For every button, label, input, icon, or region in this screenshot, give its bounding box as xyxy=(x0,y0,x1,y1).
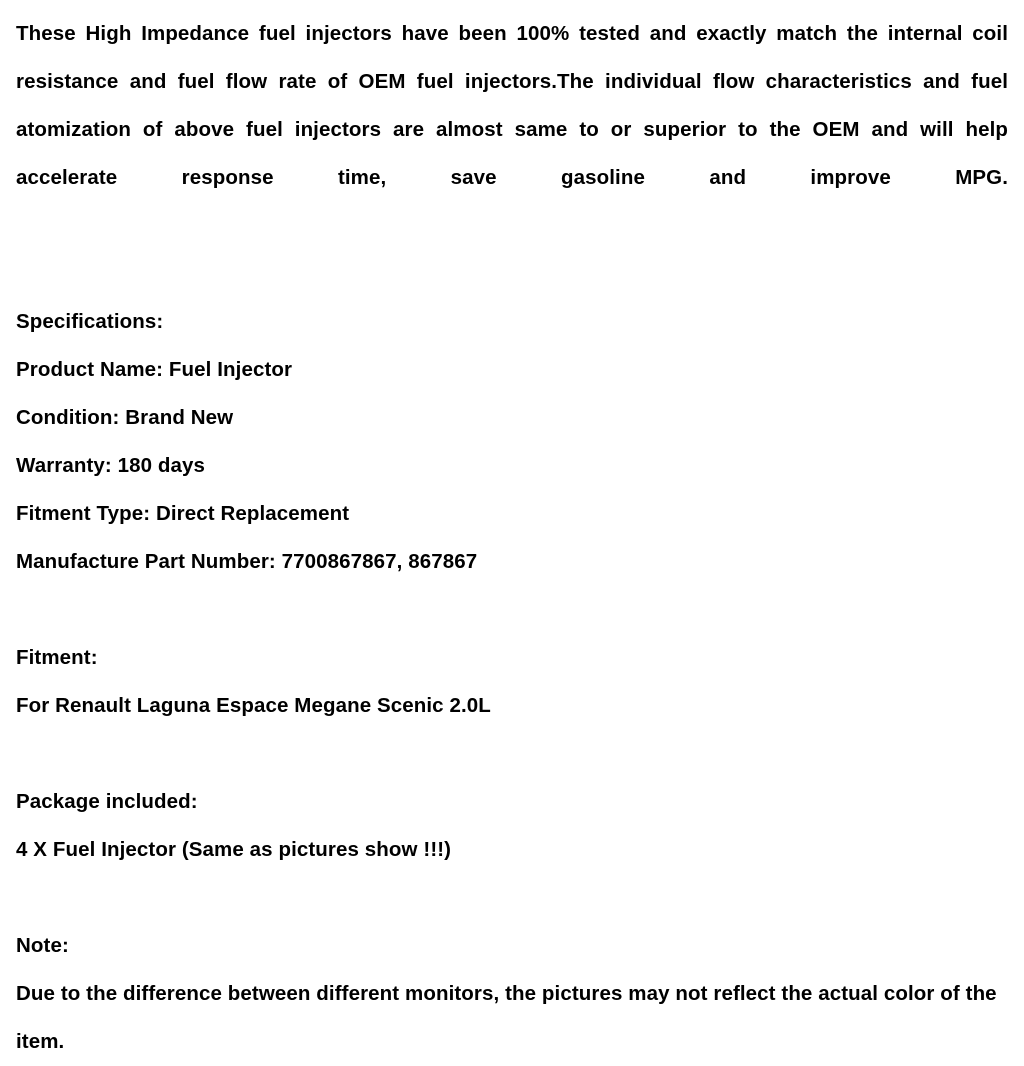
specifications-section xyxy=(16,298,1008,586)
package-row: 4 X Fuel Injector (Same as pictures show !!!) xyxy=(16,838,452,861)
specifications-row: Fitment Type: Direct Replacement xyxy=(16,502,350,525)
specifications-row: Warranty: 180 days xyxy=(16,454,206,477)
specifications-row: Manufacture Part Number: 7700867867, 867867 xyxy=(16,550,478,573)
note-section xyxy=(16,922,1008,1066)
fitment-section xyxy=(16,634,1008,730)
package-heading: Package included: xyxy=(16,790,198,813)
note-row: Due to the difference between different monitors, the pictures may not reflect the actual color of the item. xyxy=(16,982,1003,1053)
spacer xyxy=(16,250,1008,298)
fitment-row: For Renault Laguna Espace Megane Scenic 2.0L xyxy=(16,694,491,717)
specifications-row: Condition: Brand New xyxy=(16,406,234,429)
spacer xyxy=(16,874,1008,922)
spacer xyxy=(16,586,1008,634)
specifications-row: Product Name: Fuel Injector xyxy=(16,358,293,381)
package-section xyxy=(16,778,1008,874)
note-heading: Note: xyxy=(16,934,69,957)
intro-paragraph: These High Impedance fuel injectors have been 100% tested and exactly match the internal coil resistance and fuel flow rate of OEM fuel injectors.The individual flow characteristics and fuel atomization of above fuel injectors are almost same to or superior to the OEM and will help accelerate response time, save gasoline and improve MPG. xyxy=(16,22,1008,189)
specifications-heading: Specifications: xyxy=(16,310,164,333)
fitment-heading: Fitment: xyxy=(16,646,98,669)
spacer xyxy=(16,730,1008,778)
